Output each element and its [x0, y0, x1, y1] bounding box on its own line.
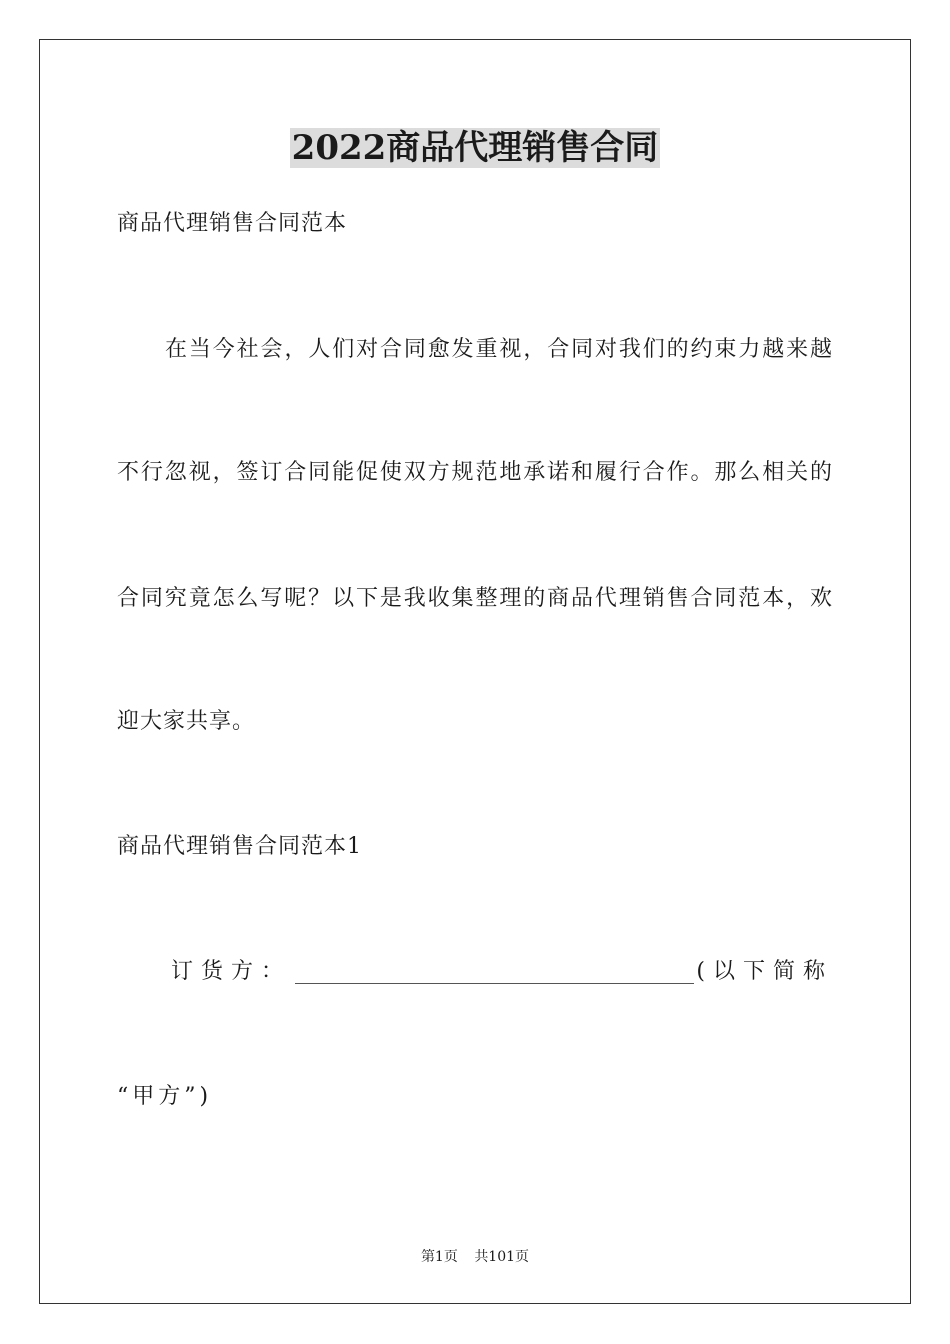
document-title-text: 2022商品代理销售合同 — [291, 128, 659, 168]
order-party-tail: (以下简称 — [696, 959, 833, 984]
order-party-blank — [295, 961, 694, 984]
section-heading: 商品代理销售合同范本1 — [117, 834, 362, 859]
page-number: 第1页 — [420, 1249, 458, 1265]
intro-paragraph-line: 在当今社会，人们对合同愈发重视，合同对我们的约束力越来越 — [165, 337, 833, 362]
order-party-alias: “甲方”) — [117, 1084, 213, 1109]
intro-paragraph-line: 迎大家共享。 — [117, 709, 256, 734]
intro-paragraph-line: 合同究竟怎么写呢？以下是我收集整理的商品代理销售合同范本，欢 — [117, 586, 833, 611]
document-subtitle: 商品代理销售合同范本 — [117, 211, 348, 236]
page-total: 共101页 — [474, 1249, 530, 1265]
order-party-line — [117, 957, 833, 987]
page-footer — [0, 1247, 950, 1267]
intro-paragraph-line: 不行忽视，签订合同能促使双方规范地承诺和履行合作。那么相关的 — [117, 460, 833, 485]
order-party-label: 订货方： — [171, 959, 292, 984]
document-title — [0, 126, 950, 170]
